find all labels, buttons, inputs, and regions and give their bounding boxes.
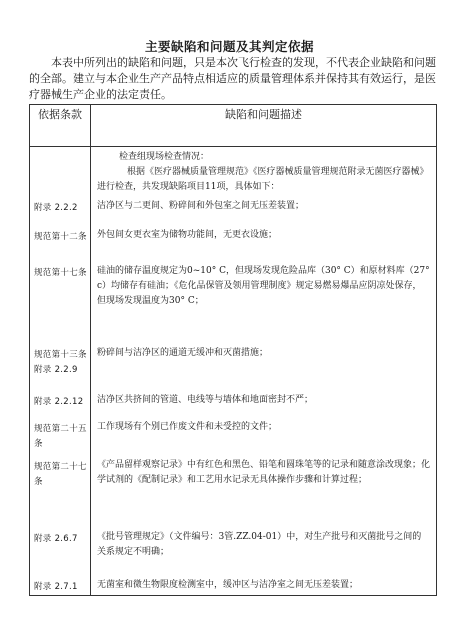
header-basis: 依据条款 [30, 105, 91, 147]
basis-cell: 附录 2.2.12 [34, 397, 84, 407]
basis-cell: 规范第二十七条 [34, 462, 87, 487]
basis-cell: 规范第二十五条 [34, 424, 87, 449]
desc-cell: 硅油的储存温度规定为0~10° C，但现场发现危险品库（30° C）和原材料库（27° c）均储存有硅油；《危化品保管及领用管理制度》规定易燃易爆品应阴凉处保存，但现场发现温度为30° C； [97, 266, 430, 306]
table-header-row [30, 105, 437, 147]
desc-cell: 洁净区共挤间的管道、电线等与墙体和地面密封不严； [97, 395, 314, 405]
header-description: 缺陷和问题描述 [91, 105, 437, 147]
basis-cell: 附录 2.6.7 [34, 534, 78, 544]
description-column [91, 147, 437, 596]
document-title: 主要缺陷和问题及其判定依据 [144, 39, 314, 54]
desc-cell: 洁净区与二更间、粉碎间和外包室之间无压差装置； [97, 201, 305, 211]
basis-cell: 附录 2.2.2 [34, 203, 78, 213]
desc-cell: 无菌室和微生物限度检测室中，缓冲区与洁净室之间无压差装置； [97, 580, 359, 590]
desc-cell: 《批号管理规定》（文件编号：3管.ZZ.04-01）中，对生产批号和灭菌批号之间的关系规定不明确； [97, 532, 422, 557]
basis-cell: 附录 2.7.1 [34, 582, 78, 592]
summary-line-1: 检查组现场检查情况： [119, 152, 210, 162]
defects-table [29, 104, 437, 596]
desc-cell: 外包间女更衣室为储物功能间，无更衣设施； [97, 230, 278, 240]
desc-cell: 工作现场有个别已作废文件和未受控的文件； [97, 422, 278, 432]
summary-line-2: 根据《医疗器械质量管理规范》《医疗器械质量管理规范附录无菌医疗器械》进行检查，共发现缺陷项目11项，具体如下： [97, 167, 429, 192]
document-intro: 本表中所列出的缺陷和问题，只是本次飞行检查的发现，不代表企业缺陷和问题的全部。建立与本企业生产产品特点相适应的质量管理体系并保持其有效运行，是医疗器械生产企业的法定责任。 [29, 56, 436, 101]
desc-cell: 粉碎间与洁净区的通道无缓冲和灭菌措施； [97, 348, 269, 358]
table-row [30, 147, 437, 596]
basis-cell: 规范第十三条 附录 2.2.9 [34, 350, 87, 375]
basis-cell: 规范第十七条 [34, 268, 87, 278]
basis-cell: 规范第十二条 [34, 232, 87, 242]
desc-cell: 《产品留样观察记录》中有红色和黑色、铅笔和圆珠笔等的记录和随意涂改现象；化学试剂的《配制记录》和工艺用水记录无具体操作步骤和计算过程； [97, 460, 431, 485]
basis-column [30, 147, 91, 596]
